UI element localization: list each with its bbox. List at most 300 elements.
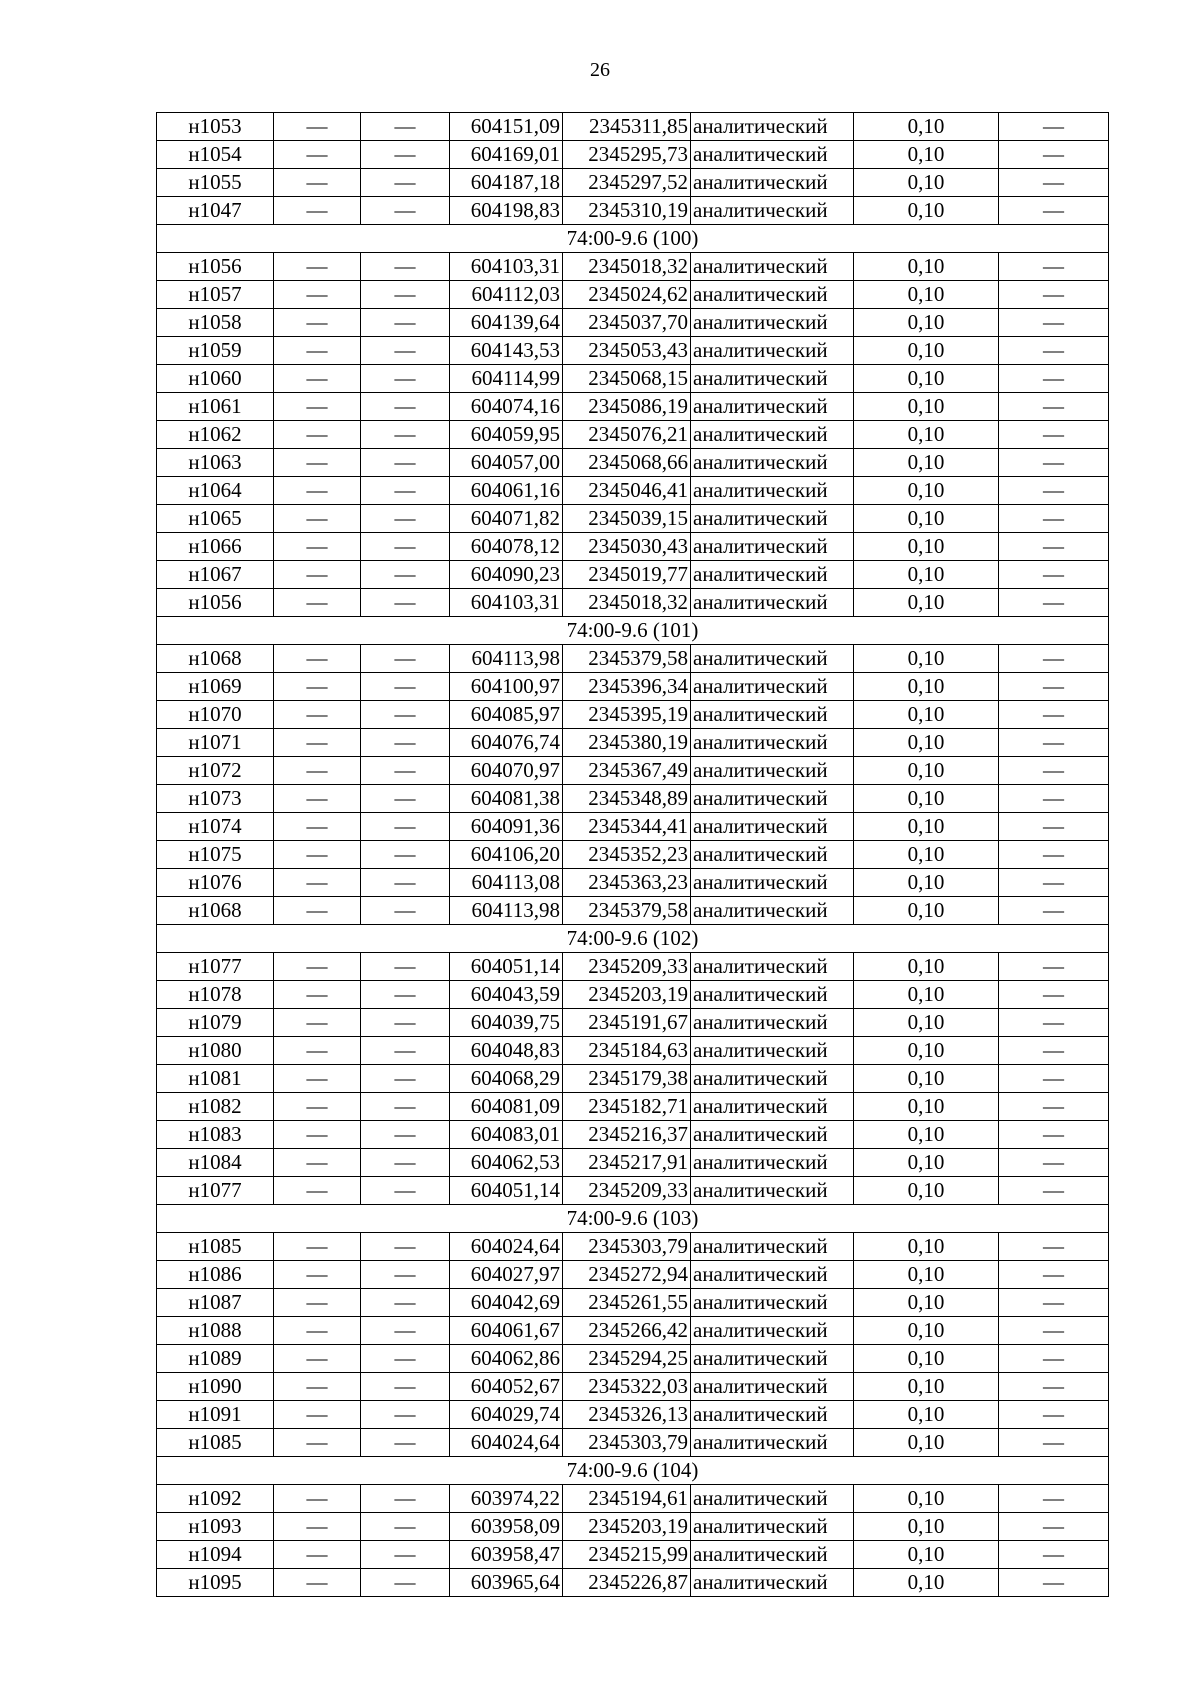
- x-coordinate-cell: 604070,97: [450, 757, 563, 785]
- accuracy-cell: 0,10: [854, 701, 999, 729]
- dash-cell: —: [999, 1121, 1109, 1149]
- dash-cell: —: [999, 253, 1109, 281]
- accuracy-cell: 0,10: [854, 477, 999, 505]
- accuracy-cell: 0,10: [854, 1289, 999, 1317]
- dash-cell: —: [999, 897, 1109, 925]
- dash-cell: —: [361, 1009, 450, 1037]
- y-coordinate-cell: 2345076,21: [563, 421, 691, 449]
- point-name-cell: н1077: [157, 1177, 274, 1205]
- dash-cell: —: [361, 1429, 450, 1457]
- y-coordinate-cell: 2345046,41: [563, 477, 691, 505]
- x-coordinate-cell: 604090,23: [450, 561, 563, 589]
- dash-cell: —: [361, 1401, 450, 1429]
- method-cell: аналитический: [691, 1037, 854, 1065]
- method-cell: аналитический: [691, 421, 854, 449]
- method-cell: аналитический: [691, 757, 854, 785]
- method-cell: аналитический: [691, 1401, 854, 1429]
- accuracy-cell: 0,10: [854, 1065, 999, 1093]
- dash-cell: —: [999, 1261, 1109, 1289]
- dash-cell: —: [274, 1009, 361, 1037]
- dash-cell: —: [274, 869, 361, 897]
- dash-cell: —: [999, 729, 1109, 757]
- method-cell: аналитический: [691, 1345, 854, 1373]
- accuracy-cell: 0,10: [854, 841, 999, 869]
- accuracy-cell: 0,10: [854, 785, 999, 813]
- x-coordinate-cell: 604051,14: [450, 953, 563, 981]
- y-coordinate-cell: 2345344,41: [563, 813, 691, 841]
- accuracy-cell: 0,10: [854, 1149, 999, 1177]
- dash-cell: —: [361, 393, 450, 421]
- accuracy-cell: 0,10: [854, 589, 999, 617]
- x-coordinate-cell: 604048,83: [450, 1037, 563, 1065]
- method-cell: аналитический: [691, 141, 854, 169]
- dash-cell: —: [361, 589, 450, 617]
- dash-cell: —: [361, 813, 450, 841]
- dash-cell: —: [999, 113, 1109, 141]
- point-name-cell: н1055: [157, 169, 274, 197]
- y-coordinate-cell: 2345348,89: [563, 785, 691, 813]
- point-name-cell: н1067: [157, 561, 274, 589]
- accuracy-cell: 0,10: [854, 197, 999, 225]
- x-coordinate-cell: 604198,83: [450, 197, 563, 225]
- y-coordinate-cell: 2345182,71: [563, 1093, 691, 1121]
- dash-cell: —: [274, 533, 361, 561]
- page-number: 26: [590, 59, 610, 81]
- dash-cell: —: [999, 169, 1109, 197]
- accuracy-cell: 0,10: [854, 813, 999, 841]
- dash-cell: —: [274, 477, 361, 505]
- method-cell: аналитический: [691, 281, 854, 309]
- point-name-cell: н1072: [157, 757, 274, 785]
- accuracy-cell: 0,10: [854, 281, 999, 309]
- dash-cell: —: [999, 645, 1109, 673]
- dash-cell: —: [361, 1317, 450, 1345]
- dash-cell: —: [361, 141, 450, 169]
- x-coordinate-cell: 604113,98: [450, 645, 563, 673]
- method-cell: аналитический: [691, 393, 854, 421]
- dash-cell: —: [999, 1177, 1109, 1205]
- point-name-cell: н1082: [157, 1093, 274, 1121]
- point-name-cell: н1087: [157, 1289, 274, 1317]
- table-row: [157, 141, 1109, 169]
- dash-cell: —: [274, 589, 361, 617]
- dash-cell: —: [361, 1485, 450, 1513]
- dash-cell: —: [274, 169, 361, 197]
- accuracy-cell: 0,10: [854, 1261, 999, 1289]
- x-coordinate-cell: 604103,31: [450, 253, 563, 281]
- accuracy-cell: 0,10: [854, 1233, 999, 1261]
- point-name-cell: н1070: [157, 701, 274, 729]
- dash-cell: —: [274, 1373, 361, 1401]
- x-coordinate-cell: 604027,97: [450, 1261, 563, 1289]
- method-cell: аналитический: [691, 1121, 854, 1149]
- dash-cell: —: [999, 1569, 1109, 1597]
- method-cell: аналитический: [691, 869, 854, 897]
- table-row: [157, 477, 1109, 505]
- point-name-cell: н1086: [157, 1261, 274, 1289]
- dash-cell: —: [999, 673, 1109, 701]
- x-coordinate-cell: 604113,08: [450, 869, 563, 897]
- table-row: [157, 1429, 1109, 1457]
- accuracy-cell: 0,10: [854, 1317, 999, 1345]
- x-coordinate-cell: 604068,29: [450, 1065, 563, 1093]
- dash-cell: —: [361, 449, 450, 477]
- x-coordinate-cell: 604061,16: [450, 477, 563, 505]
- method-cell: аналитический: [691, 169, 854, 197]
- dash-cell: —: [361, 1177, 450, 1205]
- accuracy-cell: 0,10: [854, 505, 999, 533]
- dash-cell: —: [274, 1345, 361, 1373]
- table-row: [157, 589, 1109, 617]
- x-coordinate-cell: 604029,74: [450, 1401, 563, 1429]
- table-row: [157, 757, 1109, 785]
- accuracy-cell: 0,10: [854, 365, 999, 393]
- method-cell: аналитический: [691, 1569, 854, 1597]
- accuracy-cell: 0,10: [854, 1009, 999, 1037]
- method-cell: аналитический: [691, 337, 854, 365]
- x-coordinate-cell: 604051,14: [450, 1177, 563, 1205]
- y-coordinate-cell: 2345209,33: [563, 1177, 691, 1205]
- accuracy-cell: 0,10: [854, 981, 999, 1009]
- dash-cell: —: [361, 953, 450, 981]
- y-coordinate-cell: 2345326,13: [563, 1401, 691, 1429]
- accuracy-cell: 0,10: [854, 1121, 999, 1149]
- y-coordinate-cell: 2345395,19: [563, 701, 691, 729]
- table-row: [157, 169, 1109, 197]
- dash-cell: —: [274, 337, 361, 365]
- dash-cell: —: [274, 449, 361, 477]
- dash-cell: —: [361, 701, 450, 729]
- accuracy-cell: 0,10: [854, 1485, 999, 1513]
- point-name-cell: н1090: [157, 1373, 274, 1401]
- method-cell: аналитический: [691, 1485, 854, 1513]
- y-coordinate-cell: 2345018,32: [563, 589, 691, 617]
- group-header-row: [157, 1457, 1109, 1485]
- accuracy-cell: 0,10: [854, 1345, 999, 1373]
- point-name-cell: н1047: [157, 197, 274, 225]
- accuracy-cell: 0,10: [854, 449, 999, 477]
- table-row: [157, 1373, 1109, 1401]
- x-coordinate-cell: 604085,97: [450, 701, 563, 729]
- y-coordinate-cell: 2345184,63: [563, 1037, 691, 1065]
- dash-cell: —: [274, 673, 361, 701]
- table-row: [157, 1093, 1109, 1121]
- dash-cell: —: [999, 813, 1109, 841]
- x-coordinate-cell: 604039,75: [450, 1009, 563, 1037]
- accuracy-cell: 0,10: [854, 1373, 999, 1401]
- x-coordinate-cell: 604057,00: [450, 449, 563, 477]
- dash-cell: —: [274, 1177, 361, 1205]
- y-coordinate-cell: 2345303,79: [563, 1233, 691, 1261]
- x-coordinate-cell: 603974,22: [450, 1485, 563, 1513]
- point-name-cell: н1071: [157, 729, 274, 757]
- method-cell: аналитический: [691, 813, 854, 841]
- dash-cell: —: [274, 1149, 361, 1177]
- y-coordinate-cell: 2345039,15: [563, 505, 691, 533]
- method-cell: аналитический: [691, 561, 854, 589]
- table-row: [157, 365, 1109, 393]
- table-row: [157, 981, 1109, 1009]
- method-cell: аналитический: [691, 1429, 854, 1457]
- dash-cell: —: [999, 337, 1109, 365]
- point-name-cell: н1084: [157, 1149, 274, 1177]
- accuracy-cell: 0,10: [854, 1541, 999, 1569]
- point-name-cell: н1058: [157, 309, 274, 337]
- accuracy-cell: 0,10: [854, 645, 999, 673]
- point-name-cell: н1076: [157, 869, 274, 897]
- dash-cell: —: [999, 449, 1109, 477]
- x-coordinate-cell: 604052,67: [450, 1373, 563, 1401]
- dash-cell: —: [361, 645, 450, 673]
- table-row: [157, 393, 1109, 421]
- method-cell: аналитический: [691, 981, 854, 1009]
- y-coordinate-cell: 2345226,87: [563, 1569, 691, 1597]
- point-name-cell: н1073: [157, 785, 274, 813]
- dash-cell: —: [361, 1289, 450, 1317]
- point-name-cell: н1081: [157, 1065, 274, 1093]
- point-name-cell: н1079: [157, 1009, 274, 1037]
- dash-cell: —: [361, 169, 450, 197]
- dash-cell: —: [361, 897, 450, 925]
- accuracy-cell: 0,10: [854, 533, 999, 561]
- table-row: [157, 1233, 1109, 1261]
- dash-cell: —: [999, 981, 1109, 1009]
- table-row: [157, 1261, 1109, 1289]
- method-cell: аналитический: [691, 1149, 854, 1177]
- dash-cell: —: [999, 141, 1109, 169]
- table-row: [157, 1317, 1109, 1345]
- y-coordinate-cell: 2345396,34: [563, 673, 691, 701]
- table-row: [157, 561, 1109, 589]
- accuracy-cell: 0,10: [854, 757, 999, 785]
- dash-cell: —: [274, 1429, 361, 1457]
- dash-cell: —: [999, 869, 1109, 897]
- point-name-cell: н1091: [157, 1401, 274, 1429]
- dash-cell: —: [274, 1261, 361, 1289]
- table-row: [157, 1513, 1109, 1541]
- dash-cell: —: [999, 561, 1109, 589]
- table-row: [157, 309, 1109, 337]
- accuracy-cell: 0,10: [854, 253, 999, 281]
- dash-cell: —: [999, 1541, 1109, 1569]
- dash-cell: —: [274, 1541, 361, 1569]
- dash-cell: —: [274, 841, 361, 869]
- dash-cell: —: [361, 785, 450, 813]
- method-cell: аналитический: [691, 365, 854, 393]
- method-cell: аналитический: [691, 1513, 854, 1541]
- table-row: [157, 701, 1109, 729]
- y-coordinate-cell: 2345272,94: [563, 1261, 691, 1289]
- table-row: [157, 1485, 1109, 1513]
- point-name-cell: н1077: [157, 953, 274, 981]
- dash-cell: —: [274, 1569, 361, 1597]
- accuracy-cell: 0,10: [854, 421, 999, 449]
- dash-cell: —: [274, 645, 361, 673]
- dash-cell: —: [274, 1485, 361, 1513]
- y-coordinate-cell: 2345266,42: [563, 1317, 691, 1345]
- dash-cell: —: [999, 953, 1109, 981]
- table-row: [157, 197, 1109, 225]
- accuracy-cell: 0,10: [854, 337, 999, 365]
- dash-cell: —: [999, 365, 1109, 393]
- accuracy-cell: 0,10: [854, 1093, 999, 1121]
- point-name-cell: н1062: [157, 421, 274, 449]
- y-coordinate-cell: 2345379,58: [563, 897, 691, 925]
- table-row: [157, 1121, 1109, 1149]
- accuracy-cell: 0,10: [854, 169, 999, 197]
- x-coordinate-cell: 604169,01: [450, 141, 563, 169]
- dash-cell: —: [274, 897, 361, 925]
- dash-cell: —: [361, 365, 450, 393]
- dash-cell: —: [361, 1233, 450, 1261]
- x-coordinate-cell: 604061,67: [450, 1317, 563, 1345]
- dash-cell: —: [274, 757, 361, 785]
- dash-cell: —: [361, 1541, 450, 1569]
- dash-cell: —: [361, 981, 450, 1009]
- dash-cell: —: [361, 1149, 450, 1177]
- y-coordinate-cell: 2345068,66: [563, 449, 691, 477]
- table-row: [157, 729, 1109, 757]
- dash-cell: —: [274, 365, 361, 393]
- dash-cell: —: [274, 981, 361, 1009]
- y-coordinate-cell: 2345310,19: [563, 197, 691, 225]
- dash-cell: —: [274, 1401, 361, 1429]
- accuracy-cell: 0,10: [854, 1177, 999, 1205]
- y-coordinate-cell: 2345191,67: [563, 1009, 691, 1037]
- point-name-cell: н1063: [157, 449, 274, 477]
- table-row: [157, 813, 1109, 841]
- method-cell: аналитический: [691, 701, 854, 729]
- dash-cell: —: [999, 1009, 1109, 1037]
- dash-cell: —: [999, 1317, 1109, 1345]
- accuracy-cell: 0,10: [854, 869, 999, 897]
- y-coordinate-cell: 2345053,43: [563, 337, 691, 365]
- dash-cell: —: [274, 953, 361, 981]
- dash-cell: —: [999, 197, 1109, 225]
- dash-cell: —: [361, 337, 450, 365]
- point-name-cell: н1065: [157, 505, 274, 533]
- method-cell: аналитический: [691, 1289, 854, 1317]
- dash-cell: —: [999, 785, 1109, 813]
- point-name-cell: н1094: [157, 1541, 274, 1569]
- method-cell: аналитический: [691, 449, 854, 477]
- point-name-cell: н1093: [157, 1513, 274, 1541]
- y-coordinate-cell: 2345352,23: [563, 841, 691, 869]
- table-row: [157, 869, 1109, 897]
- point-name-cell: н1085: [157, 1233, 274, 1261]
- dash-cell: —: [274, 253, 361, 281]
- dash-cell: —: [361, 1373, 450, 1401]
- y-coordinate-cell: 2345363,23: [563, 869, 691, 897]
- method-cell: аналитический: [691, 953, 854, 981]
- table-row: [157, 953, 1109, 981]
- dash-cell: —: [999, 1429, 1109, 1457]
- dash-cell: —: [274, 1093, 361, 1121]
- x-coordinate-cell: 604139,64: [450, 309, 563, 337]
- method-cell: аналитический: [691, 645, 854, 673]
- table-row: [157, 1289, 1109, 1317]
- dash-cell: —: [361, 673, 450, 701]
- x-coordinate-cell: 604143,53: [450, 337, 563, 365]
- dash-cell: —: [999, 477, 1109, 505]
- y-coordinate-cell: 2345379,58: [563, 645, 691, 673]
- x-coordinate-cell: 604081,09: [450, 1093, 563, 1121]
- point-name-cell: н1053: [157, 113, 274, 141]
- x-coordinate-cell: 603958,09: [450, 1513, 563, 1541]
- method-cell: аналитический: [691, 589, 854, 617]
- table-row: [157, 1009, 1109, 1037]
- accuracy-cell: 0,10: [854, 561, 999, 589]
- method-cell: аналитический: [691, 1009, 854, 1037]
- x-coordinate-cell: 604062,86: [450, 1345, 563, 1373]
- dash-cell: —: [274, 1121, 361, 1149]
- dash-cell: —: [999, 1289, 1109, 1317]
- dash-cell: —: [999, 281, 1109, 309]
- group-title: 74:00-9.6 (101): [157, 617, 1109, 645]
- method-cell: аналитический: [691, 1541, 854, 1569]
- dash-cell: —: [361, 561, 450, 589]
- table-row: [157, 533, 1109, 561]
- y-coordinate-cell: 2345215,99: [563, 1541, 691, 1569]
- dash-cell: —: [274, 561, 361, 589]
- coordinates-table: [156, 112, 1109, 1597]
- point-name-cell: н1089: [157, 1345, 274, 1373]
- x-coordinate-cell: 603965,64: [450, 1569, 563, 1597]
- point-name-cell: н1054: [157, 141, 274, 169]
- y-coordinate-cell: 2345030,43: [563, 533, 691, 561]
- dash-cell: —: [999, 1233, 1109, 1261]
- dash-cell: —: [361, 1513, 450, 1541]
- dash-cell: —: [361, 729, 450, 757]
- dash-cell: —: [999, 309, 1109, 337]
- dash-cell: —: [361, 1569, 450, 1597]
- dash-cell: —: [999, 1093, 1109, 1121]
- method-cell: аналитический: [691, 1261, 854, 1289]
- x-coordinate-cell: 604187,18: [450, 169, 563, 197]
- point-name-cell: н1064: [157, 477, 274, 505]
- dash-cell: —: [361, 281, 450, 309]
- table-row: [157, 1149, 1109, 1177]
- point-name-cell: н1080: [157, 1037, 274, 1065]
- x-coordinate-cell: 604081,38: [450, 785, 563, 813]
- method-cell: аналитический: [691, 505, 854, 533]
- dash-cell: —: [361, 505, 450, 533]
- dash-cell: —: [361, 113, 450, 141]
- group-title: 74:00-9.6 (100): [157, 225, 1109, 253]
- x-coordinate-cell: 603958,47: [450, 1541, 563, 1569]
- point-name-cell: н1088: [157, 1317, 274, 1345]
- table-row: [157, 1177, 1109, 1205]
- y-coordinate-cell: 2345086,19: [563, 393, 691, 421]
- y-coordinate-cell: 2345019,77: [563, 561, 691, 589]
- dash-cell: —: [361, 1093, 450, 1121]
- dash-cell: —: [274, 281, 361, 309]
- method-cell: аналитический: [691, 533, 854, 561]
- dash-cell: —: [361, 477, 450, 505]
- y-coordinate-cell: 2345380,19: [563, 729, 691, 757]
- table-row: [157, 1569, 1109, 1597]
- group-header-row: [157, 925, 1109, 953]
- method-cell: аналитический: [691, 1065, 854, 1093]
- group-title: 74:00-9.6 (102): [157, 925, 1109, 953]
- y-coordinate-cell: 2345261,55: [563, 1289, 691, 1317]
- y-coordinate-cell: 2345024,62: [563, 281, 691, 309]
- table-row: [157, 785, 1109, 813]
- dash-cell: —: [999, 505, 1109, 533]
- method-cell: аналитический: [691, 1317, 854, 1345]
- table-row: [157, 505, 1109, 533]
- dash-cell: —: [361, 1037, 450, 1065]
